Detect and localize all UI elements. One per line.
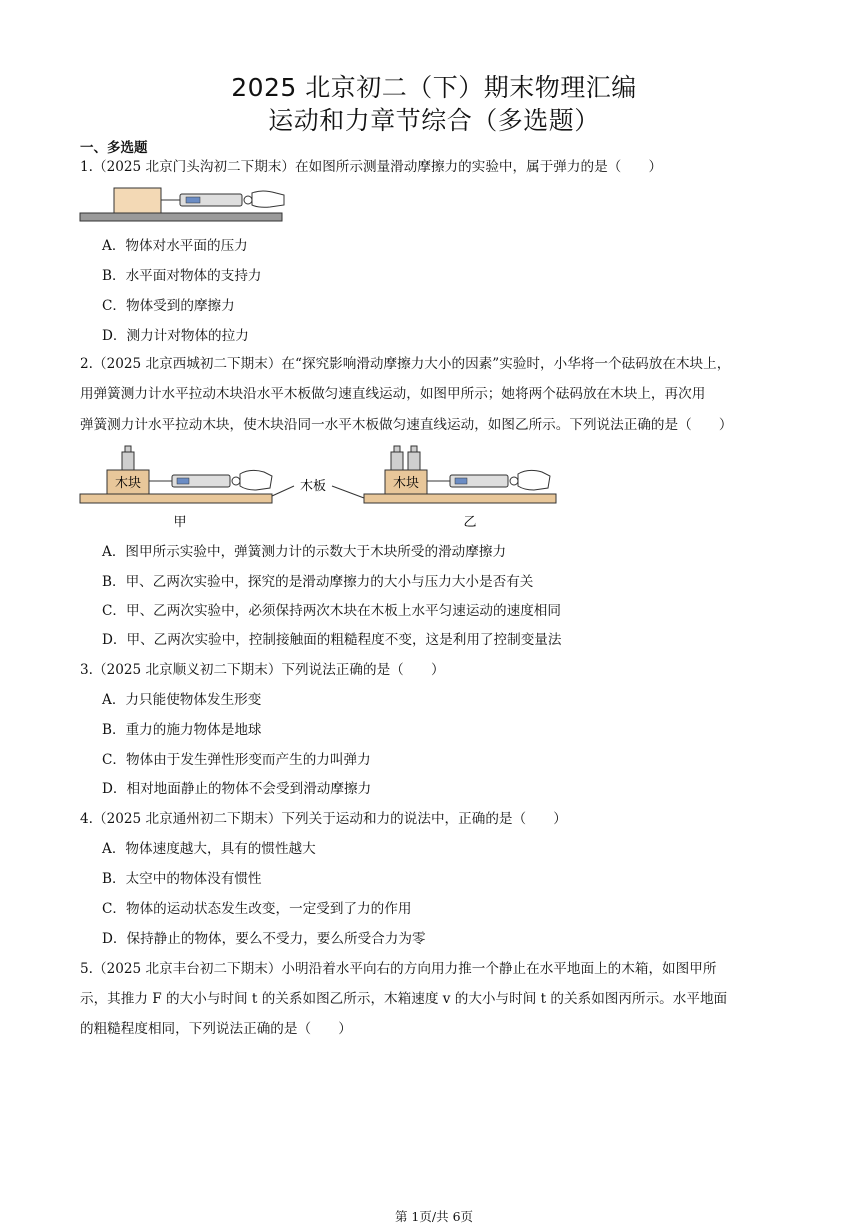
question-3-option-b: B．重力的施力物体是地球 [102, 722, 262, 738]
weight-right-2 [408, 452, 420, 470]
question-2-figure [80, 440, 560, 535]
question-3-stem: 3.（2025 北京顺义初二下期末）下列说法正确的是（ ） [80, 662, 445, 678]
question-1-option-d: D．测力计对物体的拉力 [102, 328, 249, 344]
question-4-option-a: A．物体速度越大，具有的惯性越大 [102, 841, 316, 857]
question-2-stem-line3: 弹簧测力计水平拉动木块，使木块沿同一水平木板做匀速直线运动，如图乙所示。下列说法正确的是（ ） [80, 417, 733, 433]
hand-icon [252, 191, 284, 207]
question-4-stem: 4.（2025 北京通州初二下期末）下列关于运动和力的说法中，正确的是（ ） [80, 811, 567, 827]
question-5-stem-line3: 的粗糙程度相同，下列说法正确的是（ ） [80, 1021, 352, 1037]
question-4-option-b: B．太空中的物体没有惯性 [102, 871, 262, 887]
caption-left: 甲 [173, 515, 187, 530]
question-5-stem-line1: 5.（2025 北京丰台初二下期末）小明沿着水平向右的方向用力推一个静止在水平地面上的木箱，如图甲所 [80, 961, 717, 977]
block-label-left: 木块 [114, 476, 142, 491]
block [114, 188, 161, 213]
question-2-option-a: A．图甲所示实验中，弹簧测力计的示数大于木块所受的滑动摩擦力 [102, 544, 507, 560]
weight-left [122, 452, 134, 470]
section-heading: 一、多选题 [80, 140, 148, 156]
weight-right-1 [391, 452, 403, 470]
page-title-line2: 运动和力章节综合（多选题） [268, 106, 600, 135]
hand-icon-left [240, 470, 272, 490]
question-1-figure [80, 183, 290, 225]
board-right [364, 494, 556, 503]
board-left [80, 494, 272, 503]
question-3-option-d: D．相对地面静止的物体不会受到滑动摩擦力 [102, 781, 372, 797]
question-1-option-a: A．物体对水平面的压力 [102, 238, 248, 254]
question-5-stem-line2: 示，其推力 F 的大小与时间 t 的关系如图乙所示，木箱速度 v 的大小与时间 t 的关系如图丙所示。水平地面 [80, 991, 728, 1007]
question-2-option-c: C．甲、乙两次实验中，必须保持两次木块在木板上水平匀速运动的速度相同 [102, 603, 561, 619]
question-1-option-c: C．物体受到的摩擦力 [102, 298, 235, 314]
question-3-option-c: C．物体由于发生弹性形变而产生的力叫弹力 [102, 752, 371, 768]
question-1-option-b: B．水平面对物体的支持力 [102, 268, 262, 284]
question-2-stem-line2: 用弹簧测力计水平拉动木块沿水平木板做匀速直线运动，如图甲所示；她将两个砝码放在木块上，再次用 [80, 386, 706, 402]
question-4-option-c: C．物体的运动状态发生改变，一定受到了力的作用 [102, 901, 412, 917]
caption-right: 乙 [463, 515, 477, 530]
page-title-line1: 2025 北京初二（下）期末物理汇编 [231, 73, 637, 102]
question-2-option-d: D．甲、乙两次实验中，控制接触面的粗糙程度不变，这是利用了控制变量法 [102, 632, 562, 648]
page-footer: 第 1页/共 6页 [394, 1209, 474, 1224]
question-2-option-b: B．甲、乙两次实验中，探究的是滑动摩擦力的大小与压力大小是否有关 [102, 574, 534, 590]
hand-icon-right [518, 470, 550, 490]
question-1-stem: 1.（2025 北京门头沟初二下期末）在如图所示测量滑动摩擦力的实验中，属于弹力的是（ ） [80, 159, 663, 175]
table-surface [80, 213, 282, 221]
board-label: 木板 [299, 479, 327, 494]
question-3-option-a: A．力只能使物体发生形变 [102, 692, 262, 708]
question-4-option-d: D．保持静止的物体，要么不受力，要么所受合力为零 [102, 931, 426, 947]
question-2-stem-line1: 2.（2025 北京西城初二下期末）在“探究影响滑动摩擦力大小的因素”实验时，小华将一个砝码放在木块上， [80, 356, 731, 372]
block-label-right: 木块 [392, 476, 420, 491]
